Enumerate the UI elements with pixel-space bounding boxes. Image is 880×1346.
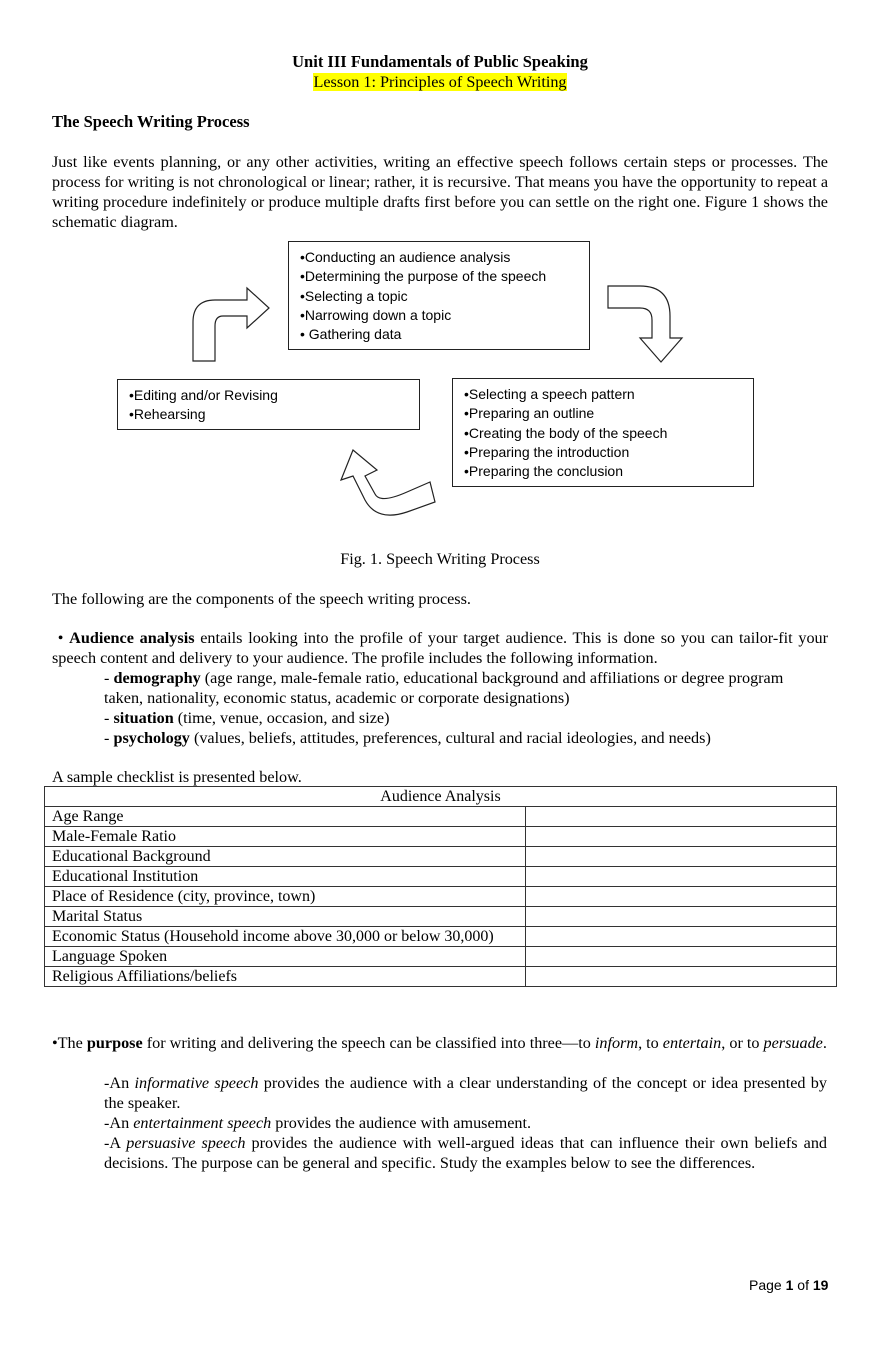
table-cell-value[interactable] xyxy=(526,887,837,907)
informative-text: provides the audience with a clear understanding of the concept or idea presented by the speaker. xyxy=(104,1074,827,1112)
right-box xyxy=(452,378,754,487)
page-number xyxy=(749,1277,828,1293)
dash: - xyxy=(104,709,114,727)
psychology-item xyxy=(104,728,824,748)
purpose-text-1: for writing and delivering the speech can be classified into three—to xyxy=(142,1034,595,1052)
components-intro: The following are the components of the speech writing process. xyxy=(52,590,471,608)
table-cell-value[interactable] xyxy=(526,967,837,987)
right-box-item: •Preparing an outline xyxy=(464,405,595,422)
table-cell-label: Economic Status (Household income above 30,000 or below 30,000) xyxy=(45,927,526,947)
psychology-term: psychology xyxy=(113,729,190,747)
curved-arrow-up-right-icon xyxy=(185,280,280,370)
table-row xyxy=(45,847,837,867)
purpose-lead: •The xyxy=(52,1034,87,1052)
audience-analysis-term: Audience analysis xyxy=(69,629,195,647)
entertainment-term: entertainment speech xyxy=(133,1114,272,1132)
purpose-paragraph xyxy=(52,1033,828,1053)
table-row xyxy=(45,867,837,887)
right-box-item: •Selecting a speech pattern xyxy=(464,386,635,402)
entertainment-speech-item xyxy=(104,1113,827,1133)
entertainment-pre: -An xyxy=(104,1114,134,1132)
informative-pre: -An xyxy=(104,1074,135,1092)
purpose-text-4: . xyxy=(822,1034,827,1052)
unit-title: Unit III Fundamentals of Public Speaking xyxy=(292,52,588,71)
right-box-item: •Preparing the conclusion xyxy=(464,463,623,480)
situation-term: situation xyxy=(113,709,174,727)
figure-caption: Fig. 1. Speech Writing Process xyxy=(340,550,540,568)
informative-speech-item xyxy=(104,1073,827,1113)
audience-analysis-text: entails looking into the profile of your target audience. This is done so you can tailor-fit your speech content and delivery to your audience. The profile includes the following information. xyxy=(52,629,829,667)
persuade-term: persuade xyxy=(763,1034,823,1052)
inform-term: inform xyxy=(594,1034,639,1052)
table-cell-value[interactable] xyxy=(526,947,837,967)
bullet: • xyxy=(57,629,64,647)
table-cell-label: Religious Affiliations/beliefs xyxy=(45,967,526,987)
table-row xyxy=(45,967,837,987)
entertain-term: entertain xyxy=(662,1034,722,1052)
top-box-item: •Selecting a topic xyxy=(300,287,408,304)
purpose-term: purpose xyxy=(86,1034,143,1052)
dash: - xyxy=(104,729,114,747)
top-box xyxy=(288,241,590,350)
curved-arrow-down-icon xyxy=(600,280,690,370)
checklist-intro: A sample checklist is presented below. xyxy=(52,768,302,786)
persuasive-text: provides the audience with well-argued ideas that can influence their own beliefs and decisions. The purpose can be general and specific. Study the examples below to see the differences. xyxy=(104,1134,828,1172)
table-row xyxy=(45,907,837,927)
top-box-item: •Conducting an audience analysis xyxy=(300,249,511,265)
demography-text: (age range, male-female ratio, educational background and affiliations or degree program taken, nationality, economic status, academic or corporate designations) xyxy=(104,669,784,707)
top-box-item: • Gathering data xyxy=(300,326,402,343)
total-pages: 19 xyxy=(812,1277,829,1293)
table-cell-label: Educational Background xyxy=(45,847,526,867)
audience-analysis-table xyxy=(44,786,837,987)
table-cell-value[interactable] xyxy=(526,927,837,947)
audience-analysis-paragraph xyxy=(52,628,828,668)
purpose-text-3: , or to xyxy=(721,1034,764,1052)
persuasive-speech-item xyxy=(104,1133,827,1173)
demography-term: demography xyxy=(113,669,201,687)
purpose-text-2: , to xyxy=(638,1034,663,1052)
top-box-item: •Narrowing down a topic xyxy=(300,306,452,323)
table-header-row xyxy=(45,787,837,807)
intro-paragraph: Just like events planning, or any other activities, writing an effective speech follows certain steps or processes. The process for writing is not chronological or linear; rather, it is recursive. That means you have the opportunity to repeat a writing procedure indefinitely or produce multiple drafts first before you can settle on the right one. Figure 1 shows the schematic diagram. xyxy=(52,153,828,231)
demography-item xyxy=(104,668,804,708)
of-word: of xyxy=(793,1277,813,1293)
curved-arrow-up-left-icon xyxy=(335,442,440,522)
table-cell-value[interactable] xyxy=(526,807,837,827)
table-cell-label: Place of Residence (city, province, town) xyxy=(45,887,526,907)
situation-text: (time, venue, occasion, and size) xyxy=(173,709,390,727)
situation-item xyxy=(104,708,804,728)
entertainment-text: provides the audience with amusement. xyxy=(271,1114,532,1132)
page-word: Page xyxy=(749,1277,786,1293)
top-box-item: •Determining the purpose of the speech xyxy=(300,268,547,285)
current-page: 1 xyxy=(785,1277,794,1293)
table-cell-label: Male-Female Ratio xyxy=(45,827,526,847)
table-cell-label: Age Range xyxy=(45,807,526,827)
psychology-text: (values, beliefs, attitudes, preferences, cultural and racial ideologies, and needs) xyxy=(189,729,711,747)
table-cell-value[interactable] xyxy=(526,847,837,867)
lesson-title xyxy=(0,72,880,92)
left-box-item: •Rehearsing xyxy=(129,406,206,423)
table-cell-value[interactable] xyxy=(526,867,837,887)
table-row xyxy=(45,887,837,907)
right-box-item: •Preparing the introduction xyxy=(464,443,630,460)
table-row xyxy=(45,827,837,847)
persuasive-term: persuasive speech xyxy=(126,1134,246,1152)
dash: - xyxy=(104,669,114,687)
table-cell-label: Educational Institution xyxy=(45,867,526,887)
table-header: Audience Analysis xyxy=(45,787,837,807)
persuasive-pre: -A xyxy=(104,1134,127,1152)
informative-term: informative speech xyxy=(134,1074,259,1092)
table-cell-label: Marital Status xyxy=(45,907,526,927)
table-row xyxy=(45,927,837,947)
section-heading: The Speech Writing Process xyxy=(52,112,250,131)
lesson-title-highlight: Lesson 1: Principles of Speech Writing xyxy=(313,73,567,91)
right-box-item: •Creating the body of the speech xyxy=(464,424,668,441)
table-row xyxy=(45,947,837,967)
table-cell-value[interactable] xyxy=(526,827,837,847)
table-cell-label: Language Spoken xyxy=(45,947,526,967)
table-row xyxy=(45,807,837,827)
table-cell-value[interactable] xyxy=(526,907,837,927)
left-box-item: •Editing and/or Revising xyxy=(129,387,278,403)
left-box xyxy=(117,379,420,430)
